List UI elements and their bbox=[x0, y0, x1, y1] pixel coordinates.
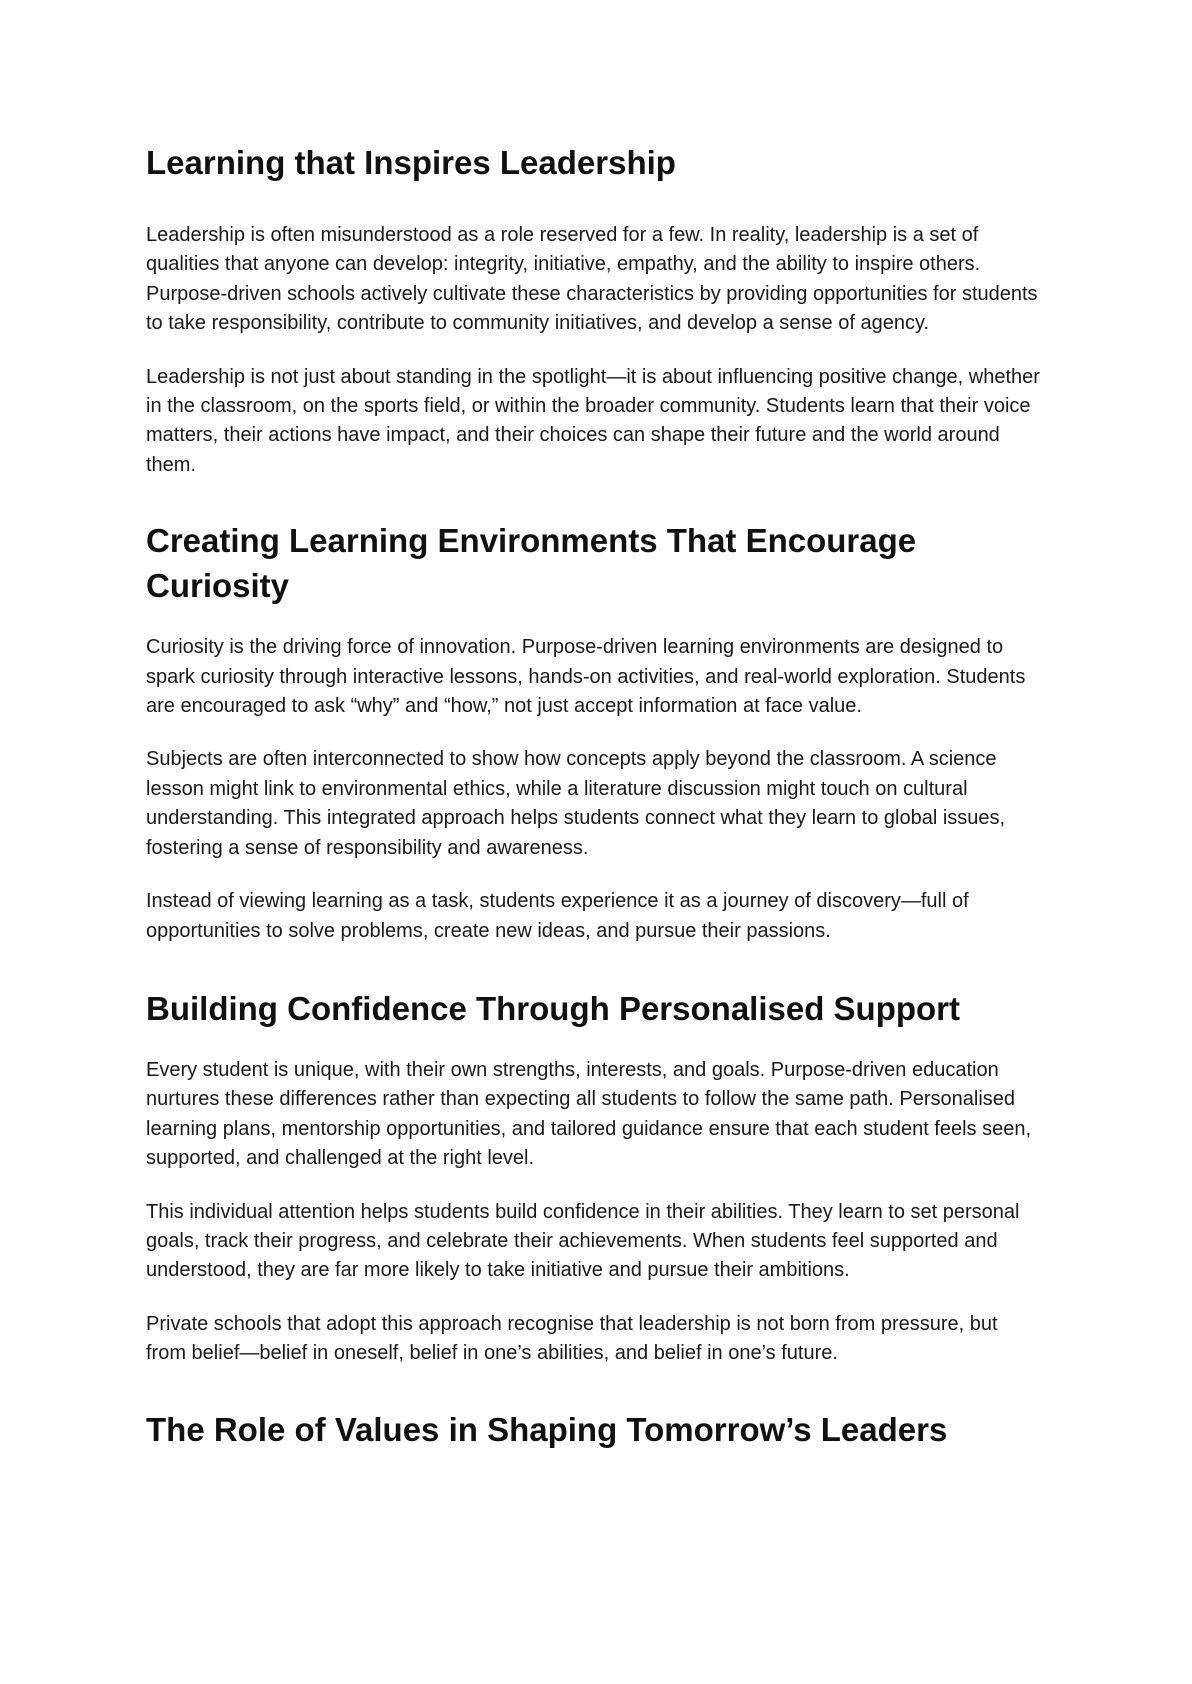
paragraph: Subjects are often interconnected to show how concepts apply beyond the classroom. A science lesson might link to environmental ethics, while a literature discussion might touch on cultural understanding. This integrated approach helps students connect what they learn to global issues, fostering a sense of responsibility and awareness. bbox=[146, 748, 1006, 859]
section-heading-curiosity: Creating Learning Environments That Encourage Curiosity bbox=[146, 522, 917, 605]
paragraph: Private schools that adopt this approach recognise that leadership is not born from pressure, but from belief—belief in oneself, belief in one’s abilities, and belief in one’s future. bbox=[146, 1312, 998, 1365]
section-heading-confidence: Building Confidence Through Personalised Support bbox=[146, 989, 961, 1027]
paragraph: Curiosity is the driving force of innovation. Purpose-driven learning environments are designed to spark curiosity through interactive lessons, hands-on activities, and real-world exploration. Students are encouraged to ask “why” and “how,” not just accept information at face value. bbox=[146, 636, 1026, 718]
paragraph: Leadership is not just about standing in the spotlight—it is about influencing positive change, whether in the classroom, on the sports field, or within the broader community. Students learn that their voice matters, their actions have impact, and their choices can shape their future and the world around them. bbox=[146, 365, 1040, 476]
paragraph: Leadership is often misunderstood as a role reserved for a few. In reality, leadership is a set of qualities that anyone can develop: integrity, initiative, empathy, and the ability to inspire others. Purpose-driven schools actively cultivate these characteristics by providing opportunities for students to take responsibility, contribute to community initiatives, and develop a sense of agency. bbox=[146, 224, 1038, 335]
section-heading-learning-leadership: Learning that Inspires Leadership bbox=[146, 144, 676, 181]
paragraph: Instead of viewing learning as a task, students experience it as a journey of discovery—full of opportunities to solve problems, create new ideas, and pursue their passions. bbox=[146, 890, 969, 942]
paragraph: Every student is unique, with their own strengths, interests, and goals. Purpose-driven education nurtures these differences rather than expecting all students to follow the same path. Personalised learning plans, mentorship opportunities, and tailored guidance ensure that each student feels seen, supported, and challenged at the right level. bbox=[146, 1058, 1032, 1170]
section-heading-values: The Role of Values in Shaping Tomorrow’s Leaders bbox=[146, 1410, 948, 1448]
paragraph: This individual attention helps students build confidence in their abilities. They learn to set personal goals, track their progress, and celebrate their achievements. When students feel supported and understood, they are far more likely to take initiative and pursue their ambitions. bbox=[146, 1200, 1020, 1282]
